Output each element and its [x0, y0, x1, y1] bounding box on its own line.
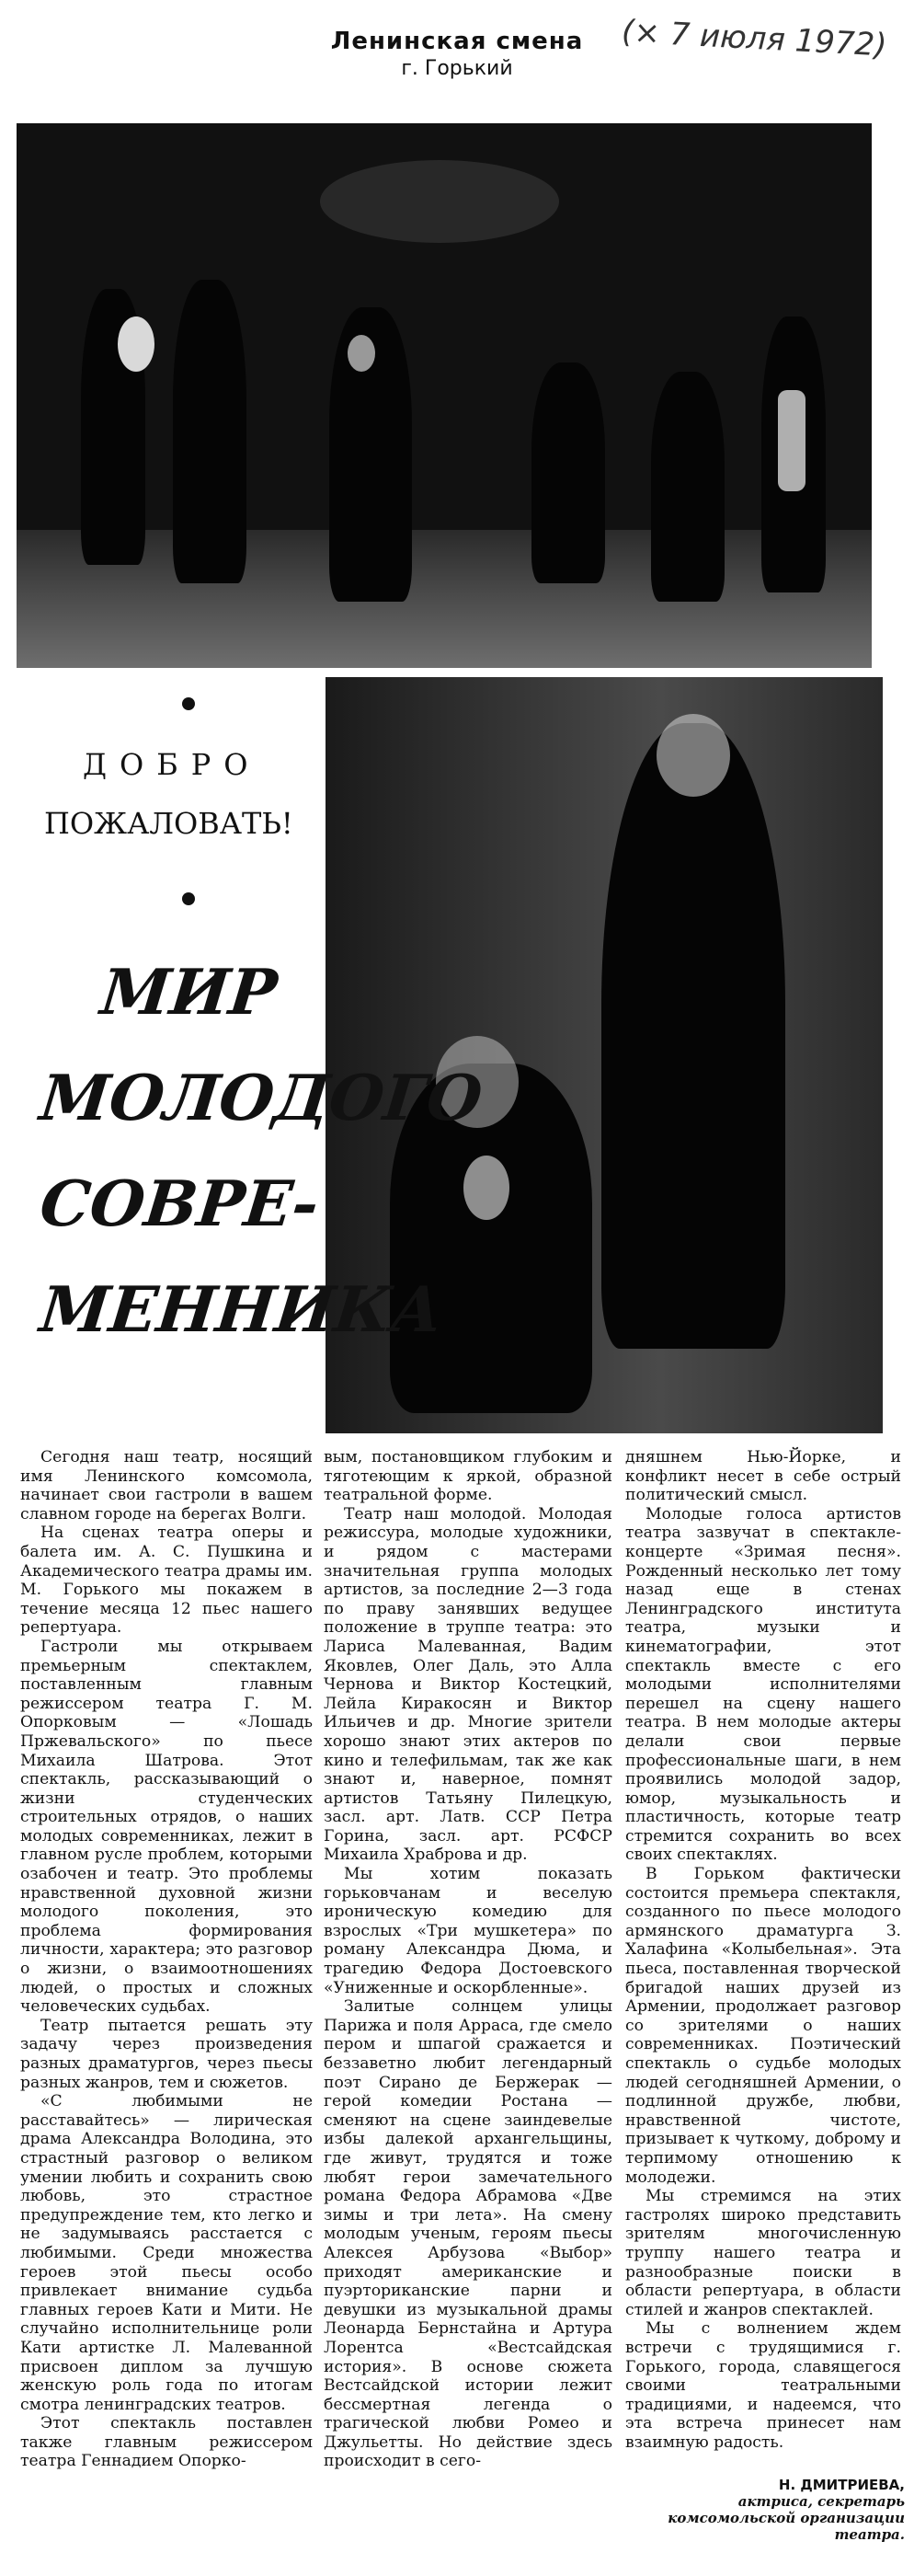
paragraph: дняшнем Нью-Йорке, и конфликт несет в себе острый политический смысл.: [625, 1448, 901, 1505]
paragraph: Театр пытается решать эту задачу через произведения разных драматургов, через пьесы разных жанров, тем и сюжетов.: [20, 2016, 313, 2092]
paragraph: Мы с волнением ждем встречи с трудящимися г. Горького, города, славящегося своими театральными традициями, и надеемся, что эта встреча принесет нам взаимную радость.: [625, 2319, 901, 2452]
paragraph: Молодые голоса артистов театра зазвучат в спектакле-концерте «Зримая песня». Рожденный несколько лет тому назад еще в стенах Ленинградского института театра, музыки и кинематографии, этот спектакль вместе с его молодыми исполнителями перешел на сцену нашего театра. В нем молодые актеры делали свои первые профессиональные шаги, в нем проявились молодой задор, юмор, музыкальность и пластичность, которые театр стремится сохранить во всех своих спектаклях.: [625, 1504, 901, 1865]
headline-kicker-1: ДОБРО: [83, 747, 261, 782]
headline-line-1: МИР: [97, 956, 280, 1029]
author-signature: [638, 2477, 905, 2543]
headline-line-4: МЕННИКА: [36, 1273, 447, 1347]
paragraph: Сегодня наш театр, носящий имя Ленинского комсомола, начинает свои гастроли в вашем славном городе на берегах Волги.: [20, 1448, 313, 1524]
headline-kicker-2: ПОЖАЛОВАТЬ!: [44, 806, 293, 841]
bullet-dot-icon: [182, 697, 195, 710]
paragraph: Этот спектакль поставлен также главным режиссером театра Геннадием Опорко-: [20, 2414, 313, 2471]
author-role: актриса, секретарь комсомольской организации театра.: [668, 2493, 905, 2543]
article-column-3: [625, 1448, 901, 2452]
article-column-1: [20, 1448, 313, 2471]
headline-line-2: МОЛОДОГО: [36, 1062, 486, 1135]
headline-line-3: СОВРЕ-: [36, 1167, 323, 1241]
stage-scene-photo: [17, 123, 872, 668]
author-name: Н. ДМИТРИЕВА,: [778, 2477, 905, 2493]
article-column-2: [324, 1448, 612, 2471]
paragraph: Мы стремимся на этих гастролях широко представить зрителям многочисленную труппу нашего театра и разнообразные поиски в области репертуара, в области стилей и жанров спектаклей.: [625, 2187, 901, 2319]
paragraph: На сценах театра оперы и балета им. А. С. Пушкина и Академического театра драмы им. М. Горького мы покажем в течение месяца 12 пьес нашего репертуара.: [20, 1524, 313, 1638]
date-mark-icon: (× 7 июля: [621, 13, 796, 60]
paragraph: «С любимыми не расставайтесь» — лирическая драма Александра Володина, это страстный разговор о великом умении любить и сохранить свою любовь, это страстное предупреждение тем, кто легко и не задумываясь расстается с любимыми. Среди множества героев этой пьесы особо привлекает внимание судьба главных героев Кати и Мити. Не случайно исполнительнице роли Кати артистке Л. Малеванной присвоен диплом за лучшую женскую роль года по итогам смотра ленинградских театров.: [20, 2092, 313, 2414]
bullet-dot-icon: [182, 892, 195, 905]
paragraph: В Горьком фактически состоится премьера спектакля, созданного по пьесе молодого армянского драматурга З. Халафина «Колыбельная». Эта пьеса, поставленная творческой бригадой наших друзей из Армении, продолжает разговор со зрителями о наших современниках. Поэтический спектакль о судьбе молодых людей сегодняшней Армении, о подлинной дружбе, любви, нравственной чистоте, призывает к чуткому, доброму и терпимому отношению к молодежи.: [625, 1865, 901, 2187]
paragraph: Театр наш молодой. Молодая режиссура, молодые художники, и рядом с мастерами значительная группа молодых артистов, за последние 2—3 года по праву занявших ведущее положение в труппе театра: это Лариса Малеванная, Вадим Яковлев, Олег Даль, это Алла Чернова и Виктор Костецкий, Лейла Киракосян и Виктор Ильичев и др. Многие зрители хорошо знают этих актеров по кино и телефильмам, так же как знают и, наверное, помнят артистов Татьяну Пилецкую, засл. арт. Латв. ССР Петра Горина, засл. арт. РСФСР Михаила Храброва и др.: [324, 1504, 612, 1865]
paragraph: Залитые солнцем улицы Парижа и поля Арраса, где смело пером и шпагой сражается и беззаветно любит легендарный поэт Сирано де Бержерак — герой комедии Ростана — сменяют на сцене заиндевелые избы далекой архангельщины, где живут, трудятся и тоже любят герои замечательного романа Федора Абрамова «Две зимы и три лета». На смену молодым ученым, героям пьесы Алексея Арбузова «Выбор» приходят американские и пуэрториканские парни и девушки из музыкальной драмы Леонарда Бернстайна и Артура Лорентса «Вестсайдская история». В основе сюжета Вестсайдской истории лежит бессмертная легенда о трагической любви Ромео и Джульетты. Но действие здесь происходит в сего-: [324, 1997, 612, 2471]
masthead-city: г. Горький: [401, 57, 513, 80]
paragraph: Мы хотим показать горьковчанам и веселую ироническую комедию для взрослых «Три мушкетера» по роману Александра Дюма, и трагедию Федора Достоевского «Униженные и оскорбленные».: [324, 1865, 612, 1997]
paragraph: Гастроли мы открываем премьерным спектаклем, поставленным главным режиссером театра Г. М. Опорковым — «Лошадь Пржевальского» по пьесе Михаила Шатрова. Этот спектакль, рассказывающий о жизни студенческих строительных отрядов, о наших молодых современниках, лежит в главном русле проблем, которыми озабочен и театр. Это проблемы нравственной духовной жизни молодого поколения, это проблема формирования личности, характера; это разговор о жизни, о взаимоотношениях людей, о простых и сложных человеческих судьбах.: [20, 1637, 313, 2017]
paragraph: вым, постановщиком глубоким и тяготеющим к яркой, образной театральной форме.: [324, 1448, 612, 1505]
masthead-title: Ленинская смена: [330, 28, 584, 55]
handwritten-date: (× 7 июля 1972): [621, 13, 888, 64]
